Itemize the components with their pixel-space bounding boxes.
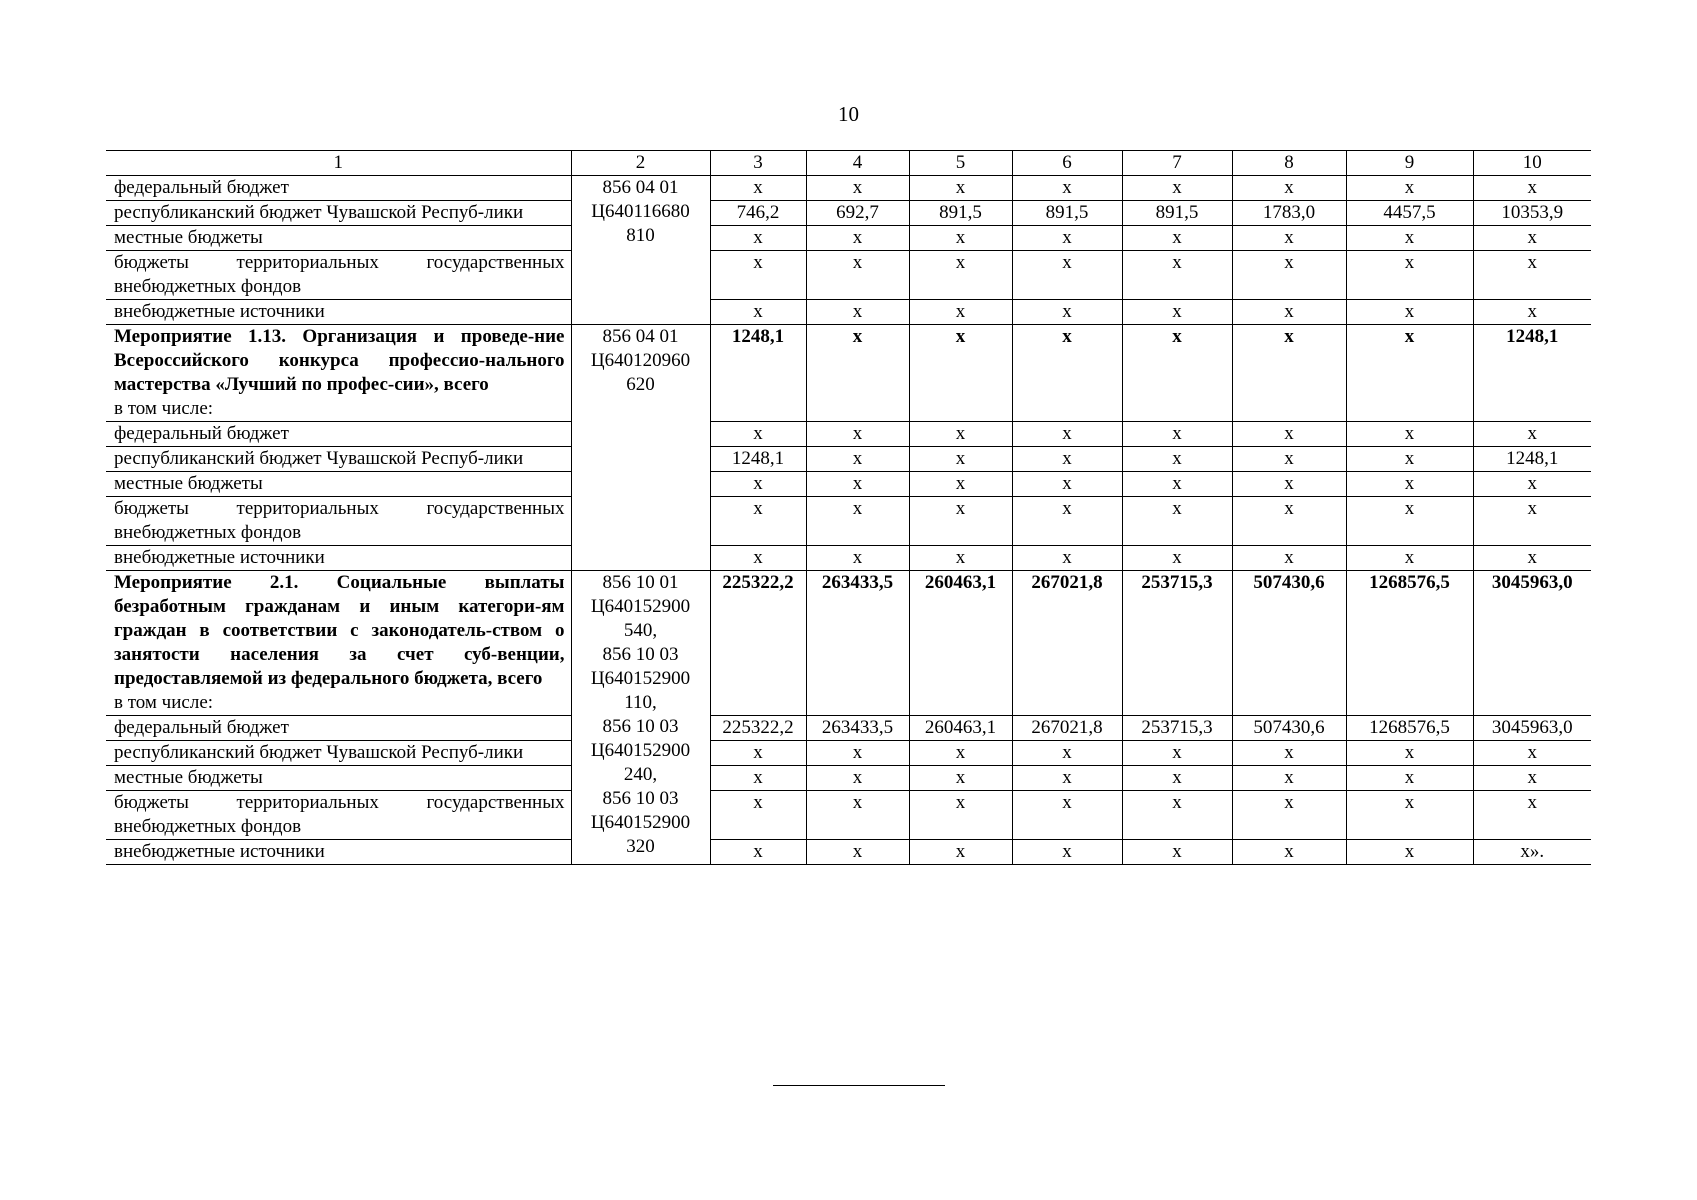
value-cell: х <box>1122 741 1232 766</box>
value-cell: х <box>1346 176 1473 201</box>
value-cell: х <box>806 497 909 546</box>
value-cell: х <box>909 226 1012 251</box>
value-cell: х <box>1012 300 1122 325</box>
value-cell: х <box>806 300 909 325</box>
code-line: 856 10 01 <box>602 572 679 593</box>
code-line: 856 10 03 <box>602 644 679 665</box>
value-cell: х <box>806 447 909 472</box>
value-cell: х <box>1346 325 1473 422</box>
value-cell: х <box>710 300 806 325</box>
value-cell: х <box>1012 447 1122 472</box>
value-cell: х <box>1122 447 1232 472</box>
row-label-text: федеральный бюджет <box>114 717 289 738</box>
value-cell: х <box>1232 447 1346 472</box>
row-label-text: республиканский бюджет Чувашской Респуб-лики <box>114 202 524 223</box>
value-cell: х <box>1346 546 1473 571</box>
header-cell: 3 <box>710 151 806 176</box>
value-cell: х <box>1232 176 1346 201</box>
value-cell: х <box>710 176 806 201</box>
value-cell: х <box>909 251 1012 300</box>
value-cell: 891,5 <box>1012 201 1122 226</box>
value-cell: 267021,8 <box>1012 716 1122 741</box>
value-cell: х <box>710 840 806 865</box>
value-cell: х <box>1232 300 1346 325</box>
value-cell: х <box>909 447 1012 472</box>
code-line: Ц640152900 <box>590 812 691 833</box>
table-row <box>106 422 1591 447</box>
budget-table <box>106 150 1591 865</box>
value-cell: 267021,8 <box>1012 571 1122 716</box>
row-label-text: федеральный бюджет <box>114 423 289 444</box>
row-label <box>106 447 571 472</box>
value-cell: 692,7 <box>806 201 909 226</box>
code-line: Ц640152900 <box>590 740 691 761</box>
value-cell: 1248,1 <box>710 325 806 422</box>
value-cell: х <box>1122 472 1232 497</box>
value-cell: х <box>1122 791 1232 840</box>
value-cell: х <box>710 472 806 497</box>
table-row <box>106 741 1591 766</box>
value-cell: х <box>710 226 806 251</box>
value-cell: 3045963,0 <box>1473 571 1591 716</box>
value-cell: х <box>710 741 806 766</box>
value-cell: х <box>1012 741 1122 766</box>
row-label <box>106 201 571 226</box>
row-label <box>106 571 571 716</box>
value-cell: х <box>1473 422 1591 447</box>
value-cell: х <box>1346 226 1473 251</box>
row-label <box>106 716 571 741</box>
value-cell: х <box>1012 791 1122 840</box>
value-cell: х <box>710 422 806 447</box>
value-cell: х <box>1012 176 1122 201</box>
value-cell: х <box>806 546 909 571</box>
row-label <box>106 791 571 840</box>
value-cell: х <box>1012 226 1122 251</box>
table-row <box>106 447 1591 472</box>
code-line: 810 <box>626 225 655 246</box>
value-cell: х <box>806 472 909 497</box>
row-label <box>106 766 571 791</box>
value-cell: х <box>1122 497 1232 546</box>
value-cell: х <box>710 791 806 840</box>
value-cell: х <box>710 546 806 571</box>
table-row <box>106 766 1591 791</box>
row-label <box>106 840 571 865</box>
value-cell: 1783,0 <box>1232 201 1346 226</box>
row-label-text: местные бюджеты <box>114 767 263 788</box>
code-line: 110, <box>624 692 657 713</box>
header-cell: 8 <box>1232 151 1346 176</box>
value-cell: х <box>909 497 1012 546</box>
value-cell: х <box>1122 766 1232 791</box>
value-cell: х <box>806 741 909 766</box>
value-cell: х <box>1012 840 1122 865</box>
value-cell: х <box>1346 300 1473 325</box>
value-cell: х <box>1122 422 1232 447</box>
value-cell: х <box>1473 226 1591 251</box>
value-cell: 1248,1 <box>1473 447 1591 472</box>
value-cell: х <box>806 766 909 791</box>
code-line: 620 <box>626 374 655 395</box>
value-cell: 10353,9 <box>1473 201 1591 226</box>
value-cell: х <box>1232 251 1346 300</box>
code-line: 856 04 01 <box>602 177 679 198</box>
value-cell: х <box>806 840 909 865</box>
value-cell: 260463,1 <box>909 716 1012 741</box>
header-cell: 7 <box>1122 151 1232 176</box>
value-cell: х <box>1232 766 1346 791</box>
row-label <box>106 497 571 546</box>
value-cell: 1268576,5 <box>1346 716 1473 741</box>
table-row <box>106 472 1591 497</box>
value-cell: х <box>1122 840 1232 865</box>
value-cell: х <box>806 251 909 300</box>
value-cell: х <box>1232 226 1346 251</box>
value-cell: х <box>1346 766 1473 791</box>
row-label <box>106 300 571 325</box>
row-label <box>106 422 571 447</box>
value-cell: х <box>1346 251 1473 300</box>
value-cell: х <box>1232 840 1346 865</box>
value-cell: х <box>909 741 1012 766</box>
row-label-note: в том числе: <box>114 398 214 419</box>
value-cell: х <box>1232 422 1346 447</box>
row-label-text: бюджеты территориальных государственных внебюджетных фондов <box>114 252 565 297</box>
value-cell: 4457,5 <box>1346 201 1473 226</box>
value-cell: х <box>1012 546 1122 571</box>
value-cell: х <box>909 422 1012 447</box>
value-cell: х <box>1473 791 1591 840</box>
code-line: Ц640116680 <box>591 201 690 222</box>
code-line: Ц640120960 <box>590 350 691 371</box>
row-label <box>106 472 571 497</box>
table-row <box>106 791 1591 840</box>
value-cell: х <box>806 325 909 422</box>
table-header-row <box>106 151 1591 176</box>
row-label <box>106 251 571 300</box>
value-cell: 260463,1 <box>909 571 1012 716</box>
header-cell: 6 <box>1012 151 1122 176</box>
value-cell: х <box>1012 472 1122 497</box>
footer-divider <box>773 1085 945 1086</box>
value-cell: х <box>1346 791 1473 840</box>
value-cell: х <box>1232 791 1346 840</box>
header-cell: 5 <box>909 151 1012 176</box>
value-cell: х <box>909 546 1012 571</box>
value-cell: х <box>1122 251 1232 300</box>
value-cell: х <box>1012 497 1122 546</box>
value-cell: 225322,2 <box>710 571 806 716</box>
code-line: 856 04 01 <box>602 326 679 347</box>
table-row <box>106 571 1591 716</box>
row-label <box>106 176 571 201</box>
table-row <box>106 201 1591 226</box>
value-cell: х <box>1122 176 1232 201</box>
value-cell: х <box>1122 300 1232 325</box>
row-label-text: Мероприятие 1.13. Организация и проведе-ние Всероссийского конкурса профессио-нального мастерства «Лучший по профес-сии», всего <box>114 326 565 395</box>
budget-classification-code <box>571 176 710 325</box>
table-row <box>106 300 1591 325</box>
value-cell: 263433,5 <box>806 571 909 716</box>
value-cell: х <box>1473 741 1591 766</box>
row-label-text: федеральный бюджет <box>114 177 289 198</box>
value-cell: х <box>1346 497 1473 546</box>
value-cell: х <box>909 766 1012 791</box>
table-row <box>106 716 1591 741</box>
value-cell: х <box>1346 840 1473 865</box>
code-line: Ц640152900 <box>590 596 691 617</box>
value-cell: х». <box>1473 840 1591 865</box>
value-cell: х <box>1473 497 1591 546</box>
value-cell: х <box>909 300 1012 325</box>
row-label-text: Мероприятие 2.1. Социальные выплаты безработным гражданам и иным категори-ям граждан в соответствии с законодатель-ством о занятости населения за счет суб-венции, предоставляемой из федерального бюджета, всего <box>114 572 565 689</box>
row-label-text: бюджеты территориальных государственных внебюджетных фондов <box>114 792 565 837</box>
value-cell: х <box>806 226 909 251</box>
row-label-note: в том числе: <box>114 692 214 713</box>
value-cell: 263433,5 <box>806 716 909 741</box>
value-cell: х <box>1122 226 1232 251</box>
value-cell: х <box>1012 251 1122 300</box>
value-cell: х <box>909 791 1012 840</box>
value-cell: х <box>1346 741 1473 766</box>
row-label-text: внебюджетные источники <box>114 301 325 322</box>
code-line: 240, <box>623 764 658 785</box>
value-cell: х <box>1346 447 1473 472</box>
table-row <box>106 176 1591 201</box>
value-cell: х <box>1012 325 1122 422</box>
table-row <box>106 251 1591 300</box>
value-cell: х <box>1232 741 1346 766</box>
header-cell: 10 <box>1473 151 1591 176</box>
value-cell: 1248,1 <box>710 447 806 472</box>
value-cell: 225322,2 <box>710 716 806 741</box>
code-line: Ц640152900 <box>590 668 691 689</box>
value-cell: х <box>1232 497 1346 546</box>
value-cell: 891,5 <box>909 201 1012 226</box>
value-cell: х <box>1473 766 1591 791</box>
value-cell: 1268576,5 <box>1346 571 1473 716</box>
code-line: 856 10 03 <box>602 716 679 737</box>
value-cell: 507430,6 <box>1232 571 1346 716</box>
row-label-text: местные бюджеты <box>114 227 263 248</box>
value-cell: х <box>1232 325 1346 422</box>
value-cell: 253715,3 <box>1122 716 1232 741</box>
row-label <box>106 325 571 422</box>
value-cell: х <box>909 840 1012 865</box>
header-cell: 1 <box>106 151 571 176</box>
value-cell: х <box>1473 546 1591 571</box>
value-cell: х <box>909 325 1012 422</box>
table-row <box>106 840 1591 865</box>
header-cell: 4 <box>806 151 909 176</box>
value-cell: 253715,3 <box>1122 571 1232 716</box>
row-label-text: республиканский бюджет Чувашской Респуб-лики <box>114 742 524 763</box>
value-cell: 507430,6 <box>1232 716 1346 741</box>
value-cell: 746,2 <box>710 201 806 226</box>
value-cell: х <box>1346 472 1473 497</box>
value-cell: 3045963,0 <box>1473 716 1591 741</box>
row-label-text: внебюджетные источники <box>114 841 325 862</box>
value-cell: 1248,1 <box>1473 325 1591 422</box>
row-label <box>106 546 571 571</box>
value-cell: х <box>1346 422 1473 447</box>
value-cell: х <box>806 176 909 201</box>
row-label-text: республиканский бюджет Чувашской Респуб-лики <box>114 448 524 469</box>
value-cell: х <box>1122 546 1232 571</box>
value-cell: х <box>1473 176 1591 201</box>
code-line: 856 10 03 <box>602 788 679 809</box>
table-row <box>106 325 1591 422</box>
row-label <box>106 741 571 766</box>
code-line: 540, <box>623 620 658 641</box>
value-cell: х <box>909 176 1012 201</box>
value-cell: х <box>710 251 806 300</box>
value-cell: х <box>806 422 909 447</box>
row-label <box>106 226 571 251</box>
row-label-text: внебюджетные источники <box>114 547 325 568</box>
row-label-text: местные бюджеты <box>114 473 263 494</box>
value-cell: х <box>710 497 806 546</box>
table-row <box>106 226 1591 251</box>
header-cell: 2 <box>571 151 710 176</box>
value-cell: х <box>1473 300 1591 325</box>
page-number: 10 <box>838 102 859 126</box>
value-cell: х <box>806 791 909 840</box>
value-cell: х <box>710 766 806 791</box>
budget-classification-code <box>571 571 710 865</box>
code-line: 320 <box>626 836 655 857</box>
table-row <box>106 546 1591 571</box>
value-cell: х <box>1122 325 1232 422</box>
header-cell: 9 <box>1346 151 1473 176</box>
value-cell: х <box>1473 251 1591 300</box>
value-cell: х <box>1232 472 1346 497</box>
value-cell: х <box>909 472 1012 497</box>
row-label-text: бюджеты территориальных государственных внебюджетных фондов <box>114 498 565 543</box>
value-cell: х <box>1012 766 1122 791</box>
budget-classification-code <box>571 325 710 571</box>
value-cell: 891,5 <box>1122 201 1232 226</box>
value-cell: х <box>1232 546 1346 571</box>
table-row <box>106 497 1591 546</box>
value-cell: х <box>1473 472 1591 497</box>
value-cell: х <box>1012 422 1122 447</box>
